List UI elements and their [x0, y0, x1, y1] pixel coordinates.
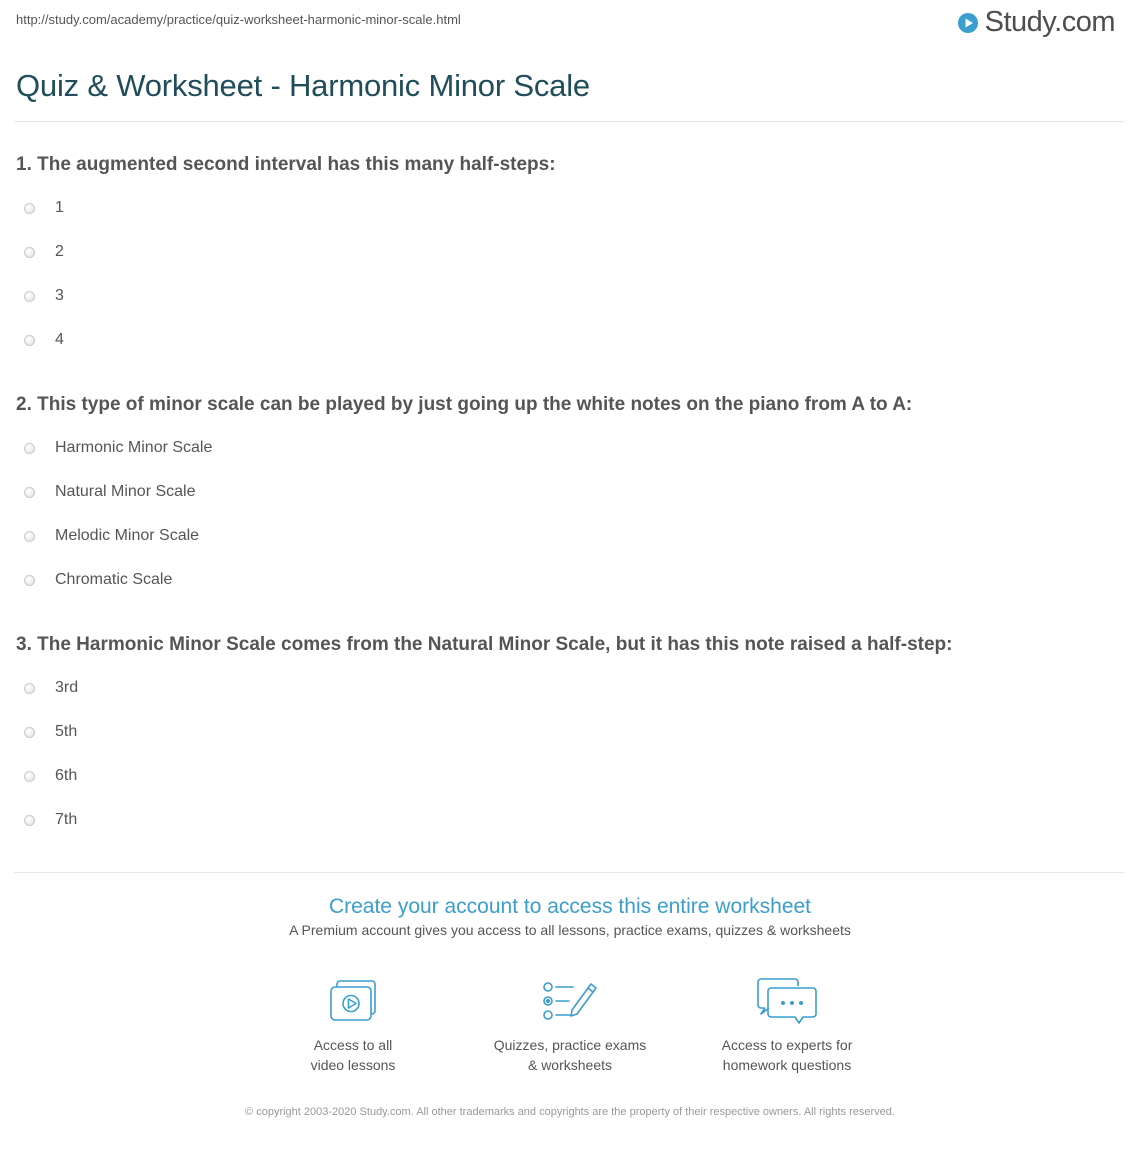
feature-quizzes [462, 975, 679, 1075]
radio-button[interactable] [24, 291, 35, 302]
create-account-link[interactable]: Create your account to access this entire worksheet [328, 895, 812, 918]
answer-option[interactable] [16, 230, 1124, 274]
radio-button[interactable] [24, 727, 35, 738]
answer-option[interactable] [16, 470, 1124, 514]
signup-promo [0, 895, 1140, 938]
answer-options [16, 186, 1124, 362]
feature-experts [679, 975, 896, 1075]
feature-label-line: Access to all [313, 1037, 393, 1053]
question-2 [16, 394, 1124, 602]
page-title: Quiz & Worksheet - Harmonic Minor Scale [16, 68, 590, 103]
answer-option[interactable] [16, 798, 1124, 842]
answer-option[interactable] [16, 186, 1124, 230]
answer-label: Harmonic Minor Scale [55, 439, 213, 456]
answer-option[interactable] [16, 754, 1124, 798]
question-text: 1. The augmented second interval has this many half-steps: [16, 154, 556, 175]
answer-option[interactable] [16, 426, 1124, 470]
radio-button[interactable] [24, 683, 35, 694]
feature-video-lessons [245, 975, 462, 1075]
feature-label-line: video lessons [310, 1057, 396, 1073]
answer-option[interactable] [16, 318, 1124, 362]
feature-label-line: Quizzes, practice exams [493, 1037, 647, 1053]
answer-label: 6th [55, 767, 78, 784]
question-3 [16, 634, 1124, 842]
feature-label-line: homework questions [722, 1057, 852, 1073]
answer-option[interactable] [16, 514, 1124, 558]
premium-features [0, 975, 1140, 1075]
question-text: 3. The Harmonic Minor Scale comes from the Natural Minor Scale, but it has this note raised a half-step: [16, 634, 953, 655]
copyright-notice: © copyright 2003-2020 Study.com. All other trademarks and copyrights are the property of their respective owners. All rights reserved. [245, 1106, 895, 1118]
answer-label: 3rd [55, 679, 79, 696]
answer-option[interactable] [16, 274, 1124, 318]
answer-label: Melodic Minor Scale [55, 527, 200, 544]
radio-button[interactable] [24, 335, 35, 346]
question-text: 2. This type of minor scale can be played by just going up the white notes on the piano from A to A: [16, 394, 913, 415]
radio-button[interactable] [24, 443, 35, 454]
radio-button[interactable] [24, 771, 35, 782]
quiz-checklist-icon [541, 975, 599, 1027]
logo-text: Study.com [984, 6, 1115, 38]
answer-label: 2 [55, 243, 64, 260]
answer-option[interactable] [16, 710, 1124, 754]
radio-button[interactable] [24, 531, 35, 542]
promo-subtitle: A Premium account gives you access to all lessons, practice exams, quizzes & worksheets [289, 922, 851, 938]
answer-label: 7th [55, 811, 78, 828]
answer-label: 3 [55, 287, 64, 304]
radio-button[interactable] [24, 487, 35, 498]
feature-label-line: Access to experts for [721, 1037, 853, 1053]
answer-options [16, 426, 1124, 602]
play-circle-icon [957, 12, 979, 34]
answer-label: Chromatic Scale [55, 571, 173, 588]
radio-button[interactable] [24, 203, 35, 214]
answer-label: Natural Minor Scale [55, 483, 196, 500]
radio-button[interactable] [24, 247, 35, 258]
video-lessons-icon [327, 975, 379, 1027]
answer-option[interactable] [16, 558, 1124, 602]
study-logo[interactable] [957, 6, 1115, 39]
answer-label: 4 [55, 331, 64, 348]
page-url[interactable]: http://study.com/academy/practice/quiz-worksheet-harmonic-minor-scale.html [16, 12, 461, 27]
radio-button[interactable] [24, 575, 35, 586]
header-divider [14, 121, 1124, 122]
chat-bubbles-icon [755, 975, 819, 1027]
question-1 [16, 154, 1124, 362]
radio-button[interactable] [24, 815, 35, 826]
feature-label-line: & worksheets [527, 1057, 613, 1073]
answer-label: 1 [55, 199, 64, 216]
content-divider [14, 872, 1124, 873]
answer-label: 5th [55, 723, 78, 740]
answer-options [16, 666, 1124, 842]
answer-option[interactable] [16, 666, 1124, 710]
